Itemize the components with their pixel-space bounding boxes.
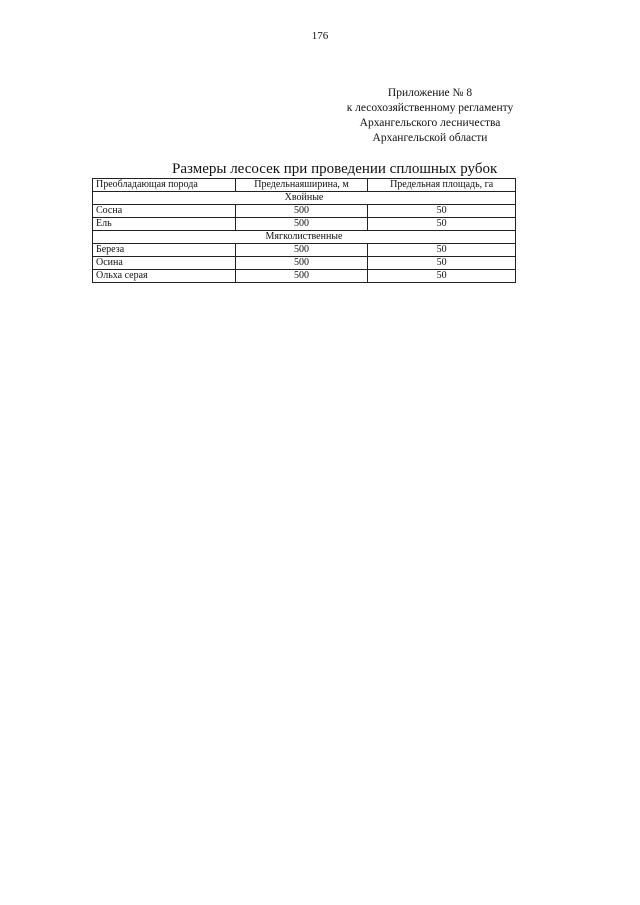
table-row bbox=[93, 257, 516, 270]
appendix-line: к лесохозяйственному регламенту bbox=[346, 102, 514, 114]
cell-width: 500 bbox=[235, 218, 368, 231]
cell-species: Ольха серая bbox=[93, 270, 236, 283]
table-row bbox=[93, 270, 516, 283]
header-species: Преобладающая порода bbox=[93, 179, 236, 192]
cell-area: 50 bbox=[368, 244, 516, 257]
group-label: Мягколиственные bbox=[93, 231, 516, 244]
header-area: Предельная площадь, га bbox=[368, 179, 516, 192]
cell-species: Осина bbox=[93, 257, 236, 270]
group-row bbox=[93, 231, 516, 244]
appendix-line: Приложение № 8 bbox=[387, 87, 473, 99]
cell-area: 50 bbox=[368, 270, 516, 283]
cell-area: 50 bbox=[368, 218, 516, 231]
table-title: Размеры лесосек при проведении сплошных рубок bbox=[172, 161, 498, 177]
cell-area: 50 bbox=[368, 257, 516, 270]
group-label: Хвойные bbox=[93, 192, 516, 205]
table-row bbox=[93, 218, 516, 231]
table-row bbox=[93, 244, 516, 257]
appendix-line: Архангельского лесничества bbox=[359, 117, 501, 129]
page-number: 176 bbox=[311, 30, 329, 42]
table-row bbox=[93, 205, 516, 218]
cell-width: 500 bbox=[235, 205, 368, 218]
header-width: Предельнаяширина, м bbox=[235, 179, 368, 192]
appendix-line: Архангельской области bbox=[372, 132, 488, 144]
group-row bbox=[93, 192, 516, 205]
appendix-caption bbox=[330, 86, 530, 146]
table-header-row bbox=[93, 179, 516, 192]
cell-species: Береза bbox=[93, 244, 236, 257]
cell-species: Ель bbox=[93, 218, 236, 231]
cell-width: 500 bbox=[235, 244, 368, 257]
cutting-area-table bbox=[92, 178, 516, 283]
cell-width: 500 bbox=[235, 270, 368, 283]
cell-area: 50 bbox=[368, 205, 516, 218]
cell-species: Сосна bbox=[93, 205, 236, 218]
cell-width: 500 bbox=[235, 257, 368, 270]
